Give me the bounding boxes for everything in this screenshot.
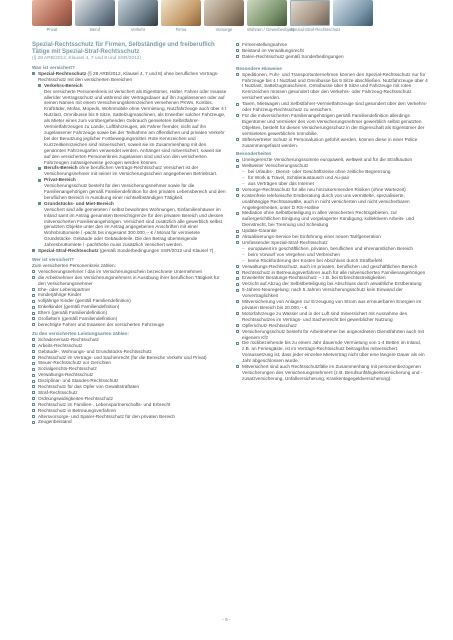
checkbox-square-icon xyxy=(236,49,239,52)
item-text: Weltweiter Versicherungsschutz xyxy=(242,163,309,169)
checkbox-square-icon xyxy=(236,330,239,333)
item-text: Mediation ohne Selbstbeteiligung in allen versicherten Rechtsgebieten, zur außergerichtlichen Einigung und vorgelagerter Kündigung, kollektivem Arbeits- und Dienstrecht, bei Trennung und Scheidung xyxy=(242,210,414,228)
item-text: Ehe- oder Lebenspartner xyxy=(38,286,91,292)
item-text: Uneingerenzte Versicherungssumme europaweit, weltweit und für die Strafkaution xyxy=(242,157,413,163)
checkbox-square-icon xyxy=(236,159,239,162)
list-item xyxy=(236,329,428,341)
list-item xyxy=(32,275,228,287)
item-text: (§ 28 ARB/2012, Klausel 4, 7 und 8) ohne beruflichen Vertrags-Rechtsschutz mit den versicherten Bereichen xyxy=(38,70,219,82)
list-item xyxy=(236,299,428,311)
tab-label: Beruf xyxy=(89,27,100,32)
checkbox-square-icon xyxy=(32,300,35,303)
tab-wohnen[interactable] xyxy=(247,0,295,32)
item-text: Schadenersatz-Rechtsschutz xyxy=(38,336,99,342)
category-tabs xyxy=(0,0,453,38)
item-text: Eltern (gemäß Familiendefinition) xyxy=(38,310,108,316)
item-text: minderjährige Kinder xyxy=(38,292,82,298)
section-subheading: Zum versicherten Personenkreis zählen: xyxy=(32,262,116,268)
item-label: Privat-Bereich xyxy=(44,177,76,183)
item-text: Sozialgerichts-Rechtsschutz xyxy=(38,366,97,372)
checkbox-square-icon xyxy=(32,294,35,297)
checkbox-square-icon xyxy=(32,368,35,371)
tab-spezial-straf[interactable] xyxy=(290,0,341,32)
list-item xyxy=(236,311,428,323)
checkbox-square-icon xyxy=(236,312,239,315)
checkbox-square-icon xyxy=(32,380,35,383)
bullet-square-icon xyxy=(32,72,35,75)
item-text: Rechtsschutz für das Opfer von Gewaltstraftaten xyxy=(38,384,140,390)
list-item xyxy=(236,101,428,113)
item-text: 5-Jahres-Neuregelung: nach 5 Jahren Versicherungsschutz kein Einwand der Vorvertraglichkeit xyxy=(242,287,403,299)
item-text: Kostenfreie telefonische Erstberatung durch von uns vermittelte, spezialisierte, unabhängige Rechtsanwälte, auch in nicht versicherten und nicht versicherbaren Angelegenheiten, unter D RS-Hotline xyxy=(242,192,410,210)
section-heading-leistungen: Zu den versicherten Leistungsarten zählen: xyxy=(32,330,129,336)
section-heading-wer: Wer ist versichert? xyxy=(32,257,75,262)
item-text: Umfassender Spezial-Straf-Rechtsschutz xyxy=(242,240,328,245)
item-text: Update-Garantie xyxy=(242,228,277,234)
checkbox-square-icon xyxy=(32,270,35,273)
item-text: Mitversichert sind auch Rechtsschutzfälle im Zusammenhang mit personenbezogenen Versicherungen des Versicherungsnehmers (z.B. Berufsunfähigkeitsversicherung und -zusatzversicherung, Unfallversicherung, Krankentagegeldversicherung). xyxy=(242,364,423,381)
tab-label: Privat xyxy=(46,27,58,32)
item-text: Daten-Rechtsschutz gemäß Sonderbedingungen xyxy=(242,53,344,59)
bullet-square-icon xyxy=(38,202,41,205)
item-text: Gebäude-, Wohnungs- und Grundstücks-Rechtsschutz xyxy=(38,348,152,354)
item-label: Spezial-Straf-Rechtsschutz xyxy=(38,248,99,254)
checkbox-square-icon xyxy=(32,312,35,315)
item-text: (gemäß Sonderbedingungen SSR/2012 und Klausel 7) xyxy=(98,248,214,254)
item-text: Versicherungsschutz besteht für Arbeitnehmer bei angeordneten Dienstfahrten auch mit eigenem Kfz xyxy=(242,328,424,340)
page-subtitle: (§ 28 ARB/2012, Klausel 4, 7 und 8 und SSR/2012) xyxy=(32,56,142,61)
checkbox-square-icon xyxy=(236,342,239,345)
right-column xyxy=(236,42,428,382)
item-text: Motorfahrzeuge zu Wasser und in der Luft sind mitversichert mit Ausnahme des Rechtsschutzes im Vertrags- und Sachenrecht bei gewerblicher Nutzung xyxy=(242,310,408,322)
item-text: Versicherungsnehmer / das im Versicherungsschein bezeichnete Unternehmen xyxy=(38,268,203,274)
item-label: Berufs-Bereich xyxy=(44,165,78,171)
item-text: Firmenstellungnahme xyxy=(242,42,288,47)
item-text: Der versicherte Personenkreis ist versichert als Eigentümer, Halter, Fahrer oder Insasse aller/der Vertragsschutz und während der Vertragsdauer auf ihn zugelassenen oder auf seinen Namen mit einem Versicherungskennzeichen versehenen PKWs, Kombis, Krafträder, Mofas, Mopeds, Wohnmobile ohne Vermietung, Nutzfahrzeuge auch über 4 t Nutzlast, Omnibusse bis 9 Sitze, Sattelzugmaschinen, als Erwerber solcher Fahrzeuge, als Mieter eines zum vorübergehenden Gebrauch gemieteten Selbstfahrer-Vermietfahrzeuges zu Lande, Luftfahrzeuges, als Fahrer fremder, nicht auf ihn zugelassener Fahrzeuge sowie bei der Teilnahme am öffentlichen und privaten Verkehr bei der Benutzung jeglicher Fortbewegungsmittel. Rote Kennzeichen und Kurzzeitkennzeichen sind mitversichert, soweit sie im Zusammenhang mit den genannten Fahrzeugarten verwendet werden. Anhänger sind mitversichert, soweit sie auf den versicherten Personenkreis zugelassen sind und von den versicherten Fahrzeugen zulässigerweise gezogen werden können. xyxy=(44,88,227,165)
tab-beruf[interactable] xyxy=(75,0,115,32)
sub-list-item: – europaweit im geschäftlichen, privaten, beruflichen und ehrenamtlichen Bereich xyxy=(236,246,428,252)
bullet-square-icon xyxy=(32,249,35,252)
checkbox-square-icon xyxy=(32,415,35,418)
item-text: Rechtsschutz im Vertrags- und Sachenrecht (für die Bereiche Verkehr und Privat) xyxy=(38,354,207,360)
tab-image xyxy=(32,0,72,26)
tab-image xyxy=(161,0,201,26)
page-title: Spezial-Rechtsschutz für Firmen, Selbständige und freiberuflich Tätige mit Spezial-Straf-Rechtsschutz xyxy=(32,42,215,55)
checkbox-square-icon xyxy=(236,241,239,244)
item-text: Mitversicherung von Anlagen zur Erzeugung von Strom aus erneuerbaren Energien im privaten Bereich bis 20.000,-- € xyxy=(242,299,422,310)
list-item-verkehr xyxy=(32,83,228,166)
checkbox-square-icon xyxy=(32,350,35,353)
checkbox-square-icon xyxy=(236,300,239,303)
sub-list-item: – beim Vorwurf von Vergehen und Verbrechen xyxy=(236,252,428,258)
list-item xyxy=(236,113,428,137)
item-label: Spezial-Rechtsschutz xyxy=(38,70,87,76)
checkbox-square-icon xyxy=(236,277,239,280)
bullet-square-icon xyxy=(38,167,41,170)
checkbox-square-icon xyxy=(236,73,239,76)
checkbox-square-icon xyxy=(32,344,35,347)
bullet-square-icon xyxy=(38,84,41,87)
tab-label: Vorsorge xyxy=(215,27,233,32)
item-text: Arbeits-Rechtsschutz xyxy=(38,342,83,348)
checkbox-square-icon xyxy=(32,385,35,388)
tab-label: Firma xyxy=(175,27,187,32)
item-text: Opferschutz-Rechtsschutz xyxy=(242,322,297,328)
checkbox-square-icon xyxy=(32,409,35,412)
item-text: Großeltern (gemäß Familiendefinition) xyxy=(38,316,118,322)
list-item-spezial xyxy=(32,71,228,83)
item-text: Taxen, Mietwagen und Selbstfahrer-Vermietfahrzeuge sind gesondert über den Verkehrs- oder Fahrzeug-Rechtsschutz zu versichern. xyxy=(242,101,428,113)
item-text: Verzicht auf Abzug der Selbstbeteiligung bei Abschluss durch anwaltliche Erstberatung xyxy=(242,281,422,287)
item-text: Stiftervertreter Schutz in Personalunion geführt werden, können diese in einer Police zusammengefasst werden. xyxy=(242,136,418,148)
item-label: Grundstücks- und Miet-Bereich xyxy=(44,200,114,206)
checkbox-square-icon xyxy=(32,421,35,424)
list-item xyxy=(236,210,428,228)
list-item-privat xyxy=(32,177,228,201)
sub-list-item: – bei Urlaubs-, Dienst- oder Geschäftsreise ohne zeitliche Begrenzung xyxy=(236,169,428,175)
tab-label: Spezial-Straf-Rechtsschutz xyxy=(290,27,341,32)
checkbox-square-icon xyxy=(32,323,35,326)
tab-image xyxy=(75,0,115,26)
item-text: Aktualisierungs-Service bei Einführung einer neuen Tarifgeneration xyxy=(242,234,381,240)
item-text: Altersvorsorge- und Sparer-Rechtsschutz für den privaten Bereich xyxy=(38,413,176,419)
item-text: Verwaltungs-Rechtsschutz, auch im privaten, beruflichen und geschäftlichen Bereich xyxy=(242,263,418,269)
list-item-beruf xyxy=(32,165,228,177)
checkbox-square-icon xyxy=(32,338,35,341)
checkbox-square-icon xyxy=(236,324,239,327)
item-text: Versichert sind alle gemieteten / selbst bewohnten Wohnungen, Einfamilienhäuser im Inland samt im Antrag genannten Bereichsgrenze für den privaten Bereich und dessen mitversicherten Familienangehörigen. Versichert sind zusätzlich alle gewerblich selbst genutzten Objekte unter den im Antrag angegebenen Anschriften mit einer Wohnbruttomiete / -pacht bis insgesamt 300.000,-- € / Monat für vermietete Grundstücke. Gebäude oder Gebäudeteile. Die den Betrag übersteigende Jahresbruttomiete / -pachthöhe muss zusätzlich versichert werden. xyxy=(44,206,224,248)
item-text: Für die mitversicherten Familienangehörigen gemäß Familiendefinition allerdings Eigentümer und Vermieter des vom Versicherungsnehmer gewerblich selbst genutzten Objektes, besteht für diesen Versicherungsschutz in der Eigenschaft als Eigentümer der vermieteten gewerblichen Immobilie. xyxy=(242,112,425,136)
item-text: Steuer-Rechtsschutz vor Gerichten xyxy=(38,360,111,366)
tab-image xyxy=(204,0,244,26)
tab-extra[interactable] xyxy=(333,0,373,27)
list-item xyxy=(32,419,228,425)
checkbox-square-icon xyxy=(236,114,239,117)
item-text: Zeugenbeistand xyxy=(38,419,72,425)
checkbox-square-icon xyxy=(236,165,239,168)
checkbox-square-icon xyxy=(236,271,239,274)
item-text: Vorsorge-Rechtsschutz für alle neu hinzukommenden Risiken (ohne Wartezeit) xyxy=(242,186,406,192)
tab-image xyxy=(247,0,287,26)
item-text: Rechtsschutz in Betreuungsverfahren auch für alle mitversicherten Familienangehörigen xyxy=(242,269,426,275)
item-text: volljährige Kinder (gemäß Familiendefinition) xyxy=(38,298,131,304)
list-item xyxy=(236,72,428,102)
checkbox-square-icon xyxy=(32,391,35,394)
checkbox-square-icon xyxy=(32,374,35,377)
tab-image xyxy=(290,0,330,26)
checkbox-square-icon xyxy=(32,403,35,406)
sub-list-item: – keine Rückforderung der Kosten bei Abschluss durch Strafbefehl xyxy=(236,258,428,264)
checkbox-square-icon xyxy=(32,356,35,359)
checkbox-square-icon xyxy=(236,55,239,58)
checkbox-square-icon xyxy=(32,306,35,309)
list-item xyxy=(236,287,428,299)
checkbox-square-icon xyxy=(32,362,35,365)
item-text: Rechtsschutz im Familien-, Lebenspartnerschafts- und Erbrecht xyxy=(38,401,171,407)
checkbox-square-icon xyxy=(236,194,239,197)
checkbox-square-icon xyxy=(236,283,239,286)
left-column xyxy=(32,42,228,425)
list-item-ssr xyxy=(32,248,228,254)
checkbox-square-icon xyxy=(32,276,35,279)
section-heading-besonderheiten: Besonderheiten xyxy=(236,151,272,157)
list-item xyxy=(236,193,428,211)
section-heading-was: Was ist versichert? xyxy=(32,65,75,70)
item-text: Die rückbeziehende bis zu einem Jahr dauernde Vermietung von 1-4 Betten im Inland, z.B. an Feriengäste, ist im Vertrags-Rechtsschutz beitragsfrei mitversichert. Voraussetzung ist, dass jeder einzelne Mietvertrag nicht über eine längere Dauer als ein Jahr abgeschlossen wurde. xyxy=(242,340,425,364)
tab-vorsorge[interactable] xyxy=(204,0,244,32)
checkbox-square-icon xyxy=(236,43,239,46)
item-text: Ordnungswidrigkeiten-Rechtsschutz xyxy=(38,395,114,401)
item-text: berechtigte Fahrer und Insassen der versicherten Fahrzeuge xyxy=(38,321,165,327)
checkbox-square-icon xyxy=(236,365,239,368)
checkbox-square-icon xyxy=(236,188,239,191)
checkbox-square-icon xyxy=(236,138,239,141)
item-text: Straf-Rechtsschutz xyxy=(38,389,78,395)
tab-image xyxy=(118,0,158,26)
item-text: Rechtsschutz in Betreuungsverfahren xyxy=(38,407,117,413)
item-text: die Arbeitnehmer des Versicherungsnehmers in Ausübung ihrer beruflichen Tätigkeit für den Versicherungsnehmer xyxy=(38,274,220,286)
bullet-square-icon xyxy=(38,179,41,182)
item-text: Speditionen, Fuhr- und Transportunternehmen können den Spezial-Rechtsschutz nur für Fahrzeuge bis 4 t Nutzlast und Omnibusse bis 9 Sitze abschließen. Nutzfahrzeuge über 4 t Nutzlast, Sattelzugmaschinen, Omnibusse über 9 Sitze und Fahrzeuge mit roten Kennzeichen müssen gesondert über den Verkehrs- oder Fahrzeug-Rechtsschutz versichert werden. xyxy=(242,71,428,101)
checkbox-square-icon xyxy=(236,103,239,106)
list-item-grundstueck xyxy=(32,201,228,248)
item-text: Disziplinar- und Standes-Rechtsschutz xyxy=(38,378,119,384)
checkbox-square-icon xyxy=(32,288,35,291)
tab-privat[interactable] xyxy=(32,0,72,32)
tab-verkehr[interactable] xyxy=(118,0,158,32)
checkbox-square-icon xyxy=(236,289,239,292)
sub-list-item: – für Work & Travel, Schüleraustausch und Au-pair xyxy=(236,175,428,181)
tab-firma[interactable] xyxy=(161,0,201,32)
tab-image xyxy=(333,0,373,26)
item-text: Erweiterter Beratungs-Rechtsschutz – z.B. bei Erbrechtsstreitigkeiten xyxy=(242,275,386,281)
checkbox-square-icon xyxy=(236,265,239,268)
list-item xyxy=(236,364,428,382)
item-text: Versicherungsschutz besteht für den Versicherungsnehmer sowie für die Familienangehörigen gemäß Familiendefinition für den privaten Lebensbereich und den beruflichen Bereich in Ausübung einer nichtselbständigen Tätigkeit. xyxy=(44,183,226,200)
section-heading-hinweise: Besondere Hinweise xyxy=(236,65,282,71)
list-item xyxy=(236,54,428,60)
list-item xyxy=(32,322,228,328)
list-item xyxy=(236,137,428,149)
checkbox-square-icon xyxy=(32,397,35,400)
item-text: Enkelkinder (gemäß Familiendefinition) xyxy=(38,304,120,310)
tab-label: Verkehr xyxy=(130,27,146,32)
checkbox-square-icon xyxy=(32,317,35,320)
item-text: Verwaltungs-Rechtsschutz xyxy=(38,372,94,378)
tab-label: Wohnen / Gewerbeobjekt xyxy=(247,27,295,32)
checkbox-square-icon xyxy=(236,212,239,215)
item-text: ohne beruflichen Vertrags-Rechtsschutz Versichert ist der Versicherungsnehmer mit seiner im Versicherungsschein angegebenen Betriebsart. xyxy=(44,165,218,177)
checkbox-square-icon xyxy=(236,235,239,238)
item-label: Verkehrs-Bereich xyxy=(44,82,83,88)
checkbox-square-icon xyxy=(236,230,239,233)
sub-list-item: – aus Verträgen über das Internet xyxy=(236,181,428,187)
list-item xyxy=(236,340,428,364)
page-number: - 5 - xyxy=(222,618,231,623)
item-text: Beistand im Verwaltungsrecht xyxy=(242,47,304,53)
